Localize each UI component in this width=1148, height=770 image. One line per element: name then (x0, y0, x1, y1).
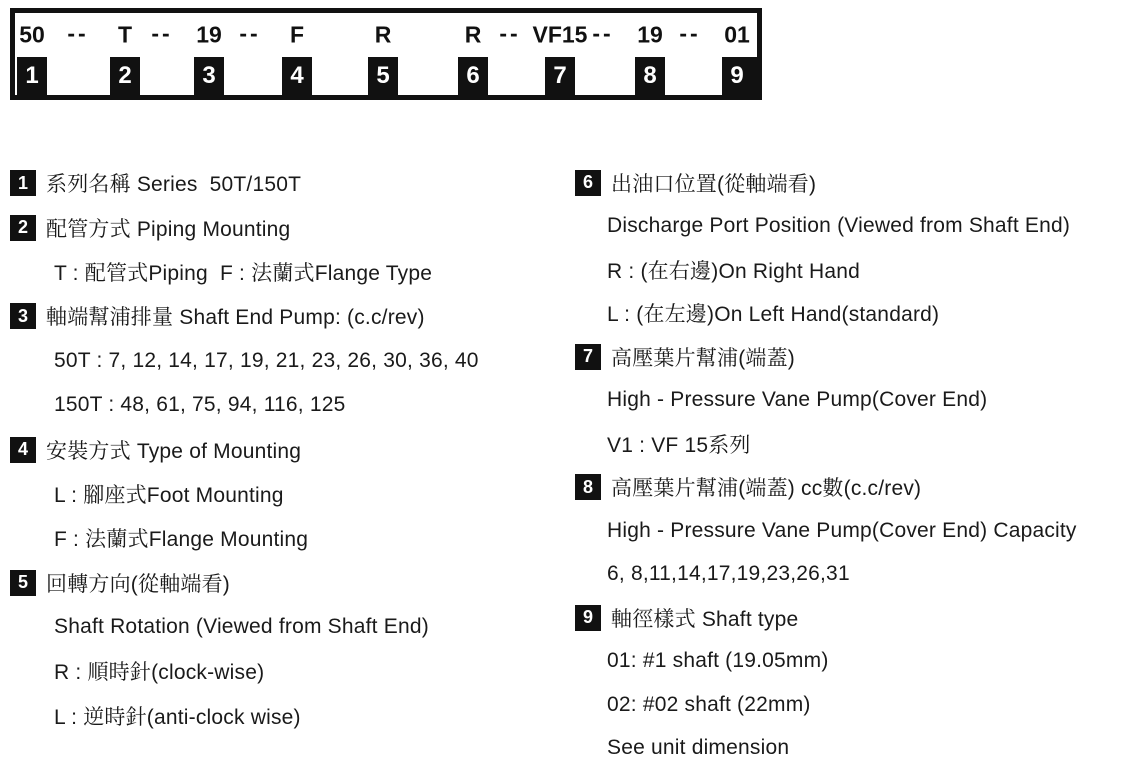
legend-subline (575, 422, 1148, 466)
legend-subline (575, 553, 1148, 597)
position-number-9: 9 (722, 57, 752, 95)
item-text: L : (在左邊)On Left Hand(standard) (607, 298, 939, 328)
model-code-positions-row (15, 57, 757, 95)
legend-item-5 (10, 561, 562, 605)
item-number-badge: 1 (10, 170, 36, 196)
code-blank-cell (398, 57, 458, 95)
legend-subline (575, 292, 1148, 336)
legend-subline (10, 383, 562, 427)
code-value-8: 19 (608, 22, 692, 49)
code-value-9: 01 (695, 22, 779, 49)
position-number-4: 4 (282, 57, 312, 95)
item-text: 系列名稱 Series 50T/150T (46, 168, 301, 198)
item-text: High - Pressure Vane Pump(Cover End) (607, 388, 987, 412)
code-separator: -- (151, 20, 172, 47)
code-blank-cell (575, 57, 635, 95)
item-text: 高壓葉片幫浦(端蓋) (611, 342, 795, 372)
code-separator: -- (239, 20, 260, 47)
legend-subline (10, 516, 562, 560)
code-blank-cell (488, 57, 545, 95)
item-text: 安裝方式 Type of Mounting (46, 435, 301, 465)
legend-subline (575, 379, 1148, 423)
model-code-bar (10, 8, 762, 100)
item-number-badge: 8 (575, 474, 601, 500)
item-text: Discharge Port Position (Viewed from Shaft End) (607, 214, 1070, 238)
legend-subline (10, 250, 562, 294)
item-text: 01: #1 shaft (19.05mm) (607, 649, 829, 673)
legend-subline (10, 339, 562, 383)
position-number-8: 8 (635, 57, 665, 95)
item-number-badge: 2 (10, 215, 36, 241)
code-separator: -- (679, 20, 700, 47)
item-text: 02: #02 shaft (22mm) (607, 693, 811, 717)
item-text: 50T : 7, 12, 14, 17, 19, 21, 23, 26, 30, 36, 40 (54, 349, 479, 373)
item-number-badge: 4 (10, 437, 36, 463)
item-text: V1 : VF 15系列 (607, 429, 751, 459)
item-text: R : 順時針(clock-wise) (54, 656, 264, 686)
legend-subline (10, 649, 562, 693)
code-value-3: 19 (167, 22, 251, 49)
legend-item-9 (575, 596, 1148, 640)
legend-subline (575, 509, 1148, 553)
legend-subline (10, 605, 562, 649)
item-number-badge: 6 (575, 170, 601, 196)
legend-subline (575, 683, 1148, 727)
item-text: High - Pressure Vane Pump(Cover End) Capacity (607, 519, 1077, 543)
item-text: L : 逆時針(anti-clock wise) (54, 701, 301, 731)
legend-subline (575, 640, 1148, 684)
legend-subline (575, 205, 1148, 249)
item-text: Shaft Rotation (Viewed from Shaft End) (54, 615, 429, 639)
item-number-badge: 5 (10, 570, 36, 596)
item-number-badge: 3 (10, 303, 36, 329)
item-text: 回轉方向(從軸端看) (46, 568, 230, 598)
position-number-7: 7 (545, 57, 575, 95)
code-value-6: R (431, 22, 515, 49)
item-text: 150T : 48, 61, 75, 94, 116, 125 (54, 393, 345, 417)
item-text: 配管方式 Piping Mounting (46, 213, 290, 243)
legend-item-4 (10, 427, 562, 471)
code-blank-cell (665, 57, 722, 95)
position-number-5: 5 (368, 57, 398, 95)
item-text: 軸徑樣式 Shaft type (611, 603, 798, 633)
legend-item-1 (10, 161, 562, 205)
code-blank-cell (140, 57, 194, 95)
item-text: F : 法蘭式Flange Mounting (54, 523, 308, 553)
code-value-2: T (83, 22, 167, 49)
code-blank-cell (224, 57, 282, 95)
legend-subline (10, 694, 562, 738)
item-text: L : 腳座式Foot Mounting (54, 479, 284, 509)
legend-subline (575, 248, 1148, 292)
code-blank-cell (15, 57, 17, 95)
code-value-7: VF15 (518, 22, 602, 49)
code-separator: -- (499, 20, 520, 47)
legend-subline (10, 472, 562, 516)
model-code-values-row (15, 13, 757, 57)
legend-item-3 (10, 294, 562, 338)
item-text: R : (在右邊)On Right Hand (607, 255, 860, 285)
code-separator: -- (67, 20, 88, 47)
legend-item-6 (575, 161, 1148, 205)
code-value-1: 50 (0, 22, 74, 49)
code-separator: -- (592, 20, 613, 47)
code-blank-cell (47, 57, 110, 95)
legend-item-8 (575, 466, 1148, 510)
item-text: 高壓葉片幫浦(端蓋) cc數(c.c/rev) (611, 472, 921, 502)
legend-subline (575, 727, 1148, 770)
legend-right-column (575, 161, 1148, 770)
position-number-6: 6 (458, 57, 488, 95)
code-value-4: F (255, 22, 339, 49)
item-number-badge: 7 (575, 344, 601, 370)
legend-item-7 (575, 335, 1148, 379)
item-number-badge: 9 (575, 605, 601, 631)
item-text: 6, 8,11,14,17,19,23,26,31 (607, 562, 850, 586)
item-text: 出油口位置(從軸端看) (611, 168, 816, 198)
code-value-5: R (341, 22, 425, 49)
code-blank-cell (312, 57, 368, 95)
item-text: See unit dimension (607, 736, 789, 760)
item-text: T : 配管式Piping F : 法蘭式Flange Type (54, 257, 432, 287)
item-text: 軸端幫浦排量 Shaft End Pump: (c.c/rev) (46, 301, 425, 331)
legend-left-column (10, 161, 562, 738)
legend-item-2 (10, 205, 562, 249)
position-number-2: 2 (110, 57, 140, 95)
position-number-3: 3 (194, 57, 224, 95)
position-number-1: 1 (17, 57, 47, 95)
